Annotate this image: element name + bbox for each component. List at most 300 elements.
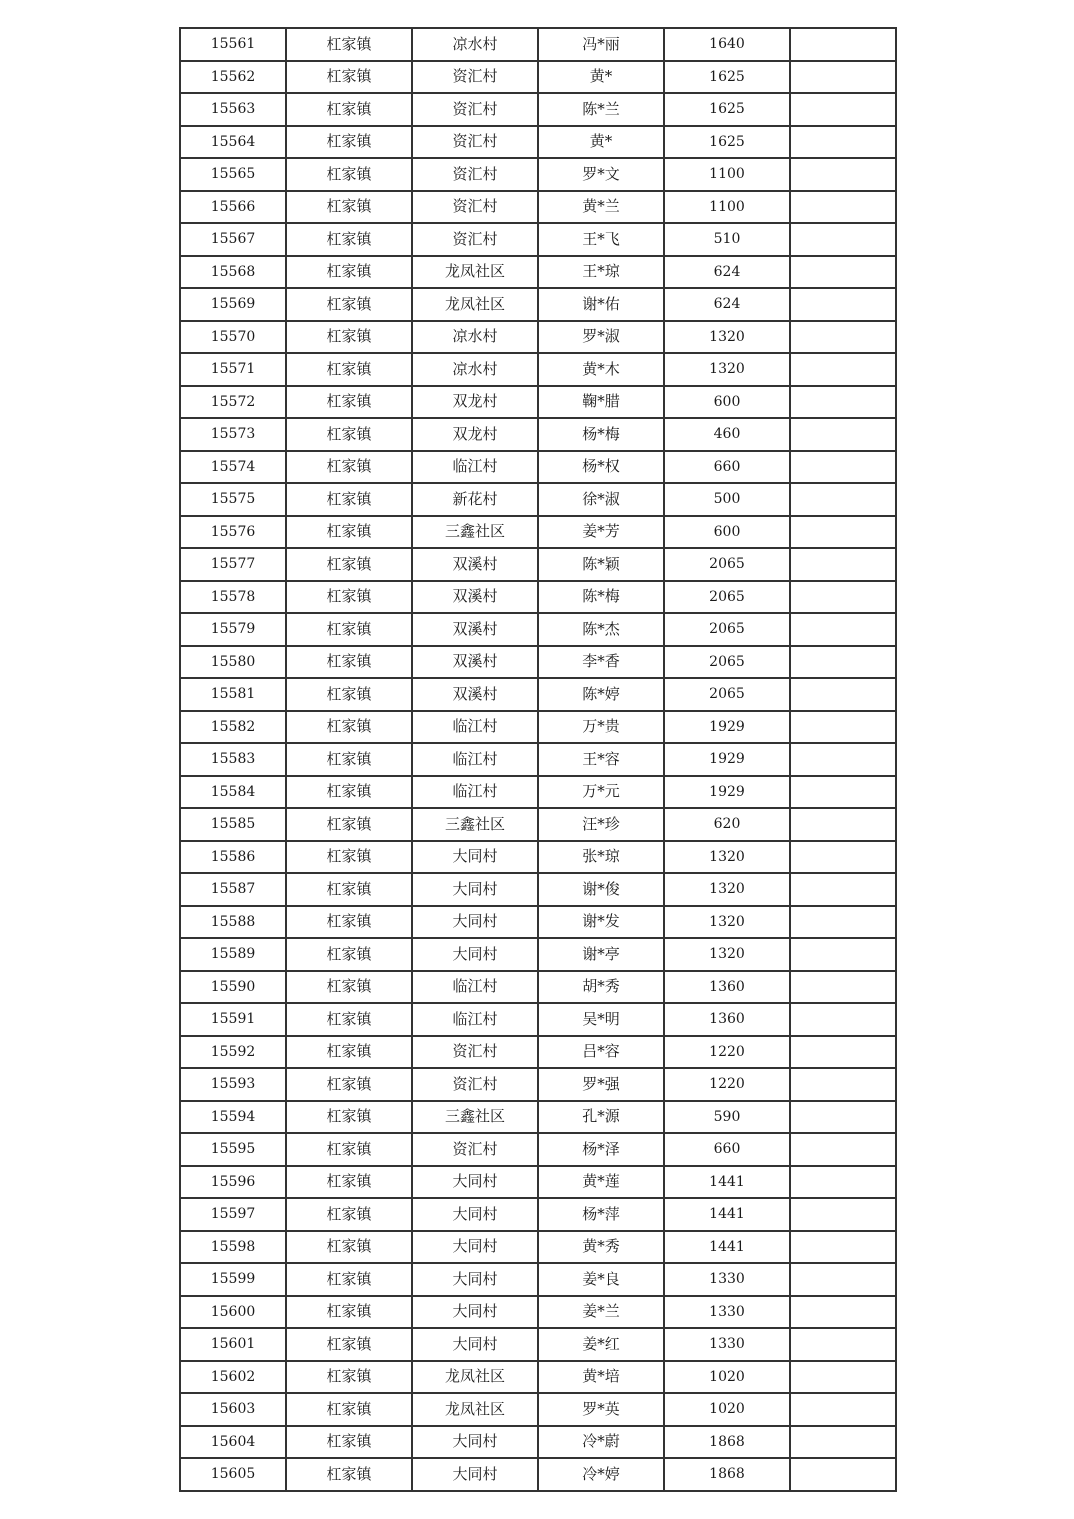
cell-amount: 660 [664,451,790,484]
cell-name: 万*贵 [538,711,664,744]
cell-note [790,1328,896,1361]
cell-amount: 1320 [664,353,790,386]
cell-amount: 660 [664,1133,790,1166]
cell-village: 大同村 [412,841,538,874]
cell-note [790,451,896,484]
cell-amount: 1320 [664,873,790,906]
cell-town: 杠家镇 [286,1393,412,1426]
cell-id: 15597 [180,1198,286,1231]
table-row [180,28,896,61]
table-row [180,288,896,321]
cell-amount: 2065 [664,548,790,581]
cell-village: 三鑫社区 [412,808,538,841]
cell-village: 双溪村 [412,646,538,679]
cell-town: 杠家镇 [286,808,412,841]
cell-id: 15605 [180,1458,286,1491]
cell-note [790,1003,896,1036]
cell-village: 临江村 [412,971,538,1004]
data-table [179,27,897,1492]
cell-village: 双溪村 [412,678,538,711]
cell-note [790,158,896,191]
cell-note [790,971,896,1004]
cell-id: 15576 [180,516,286,549]
cell-town: 杠家镇 [286,841,412,874]
cell-id: 15568 [180,256,286,289]
cell-name: 黄*秀 [538,1231,664,1264]
cell-town: 杠家镇 [286,1361,412,1394]
cell-amount: 1330 [664,1263,790,1296]
cell-note [790,61,896,94]
cell-village: 大同村 [412,938,538,971]
cell-village: 大同村 [412,1458,538,1491]
cell-amount: 500 [664,483,790,516]
table-row [180,1166,896,1199]
cell-name: 罗*强 [538,1068,664,1101]
cell-village: 双溪村 [412,613,538,646]
cell-name: 徐*淑 [538,483,664,516]
cell-note [790,353,896,386]
cell-note [790,191,896,224]
cell-note [790,938,896,971]
table-row [180,451,896,484]
cell-name: 李*香 [538,646,664,679]
cell-id: 15592 [180,1036,286,1069]
cell-amount: 1929 [664,776,790,809]
table-row [180,906,896,939]
cell-town: 杠家镇 [286,1328,412,1361]
cell-name: 罗*英 [538,1393,664,1426]
cell-amount: 1441 [664,1166,790,1199]
cell-id: 15600 [180,1296,286,1329]
cell-id: 15580 [180,646,286,679]
table-row [180,61,896,94]
cell-id: 15596 [180,1166,286,1199]
cell-village: 龙凤社区 [412,1361,538,1394]
cell-id: 15601 [180,1328,286,1361]
cell-town: 杠家镇 [286,711,412,744]
cell-town: 杠家镇 [286,158,412,191]
cell-note [790,28,896,61]
cell-amount: 460 [664,418,790,451]
cell-note [790,386,896,419]
cell-town: 杠家镇 [286,906,412,939]
cell-id: 15569 [180,288,286,321]
cell-note [790,646,896,679]
cell-id: 15583 [180,743,286,776]
cell-town: 杠家镇 [286,1101,412,1134]
cell-note [790,808,896,841]
cell-id: 15565 [180,158,286,191]
cell-village: 资汇村 [412,1133,538,1166]
cell-village: 新花村 [412,483,538,516]
table-row [180,1198,896,1231]
cell-id: 15577 [180,548,286,581]
cell-town: 杠家镇 [286,223,412,256]
cell-village: 资汇村 [412,126,538,159]
cell-amount: 1929 [664,743,790,776]
cell-village: 三鑫社区 [412,516,538,549]
cell-town: 杠家镇 [286,126,412,159]
cell-name: 陈*杰 [538,613,664,646]
cell-town: 杠家镇 [286,548,412,581]
table-row [180,808,896,841]
cell-name: 黄*莲 [538,1166,664,1199]
cell-village: 临江村 [412,776,538,809]
cell-amount: 1100 [664,191,790,224]
cell-name: 姜*良 [538,1263,664,1296]
cell-note [790,1166,896,1199]
cell-village: 凉水村 [412,353,538,386]
cell-town: 杠家镇 [286,873,412,906]
cell-village: 龙凤社区 [412,256,538,289]
cell-name: 冷*婷 [538,1458,664,1491]
cell-town: 杠家镇 [286,1003,412,1036]
cell-amount: 1330 [664,1296,790,1329]
cell-name: 胡*秀 [538,971,664,1004]
table-row [180,1458,896,1491]
cell-amount: 620 [664,808,790,841]
cell-id: 15582 [180,711,286,744]
cell-name: 孔*源 [538,1101,664,1134]
cell-note [790,776,896,809]
cell-amount: 1320 [664,938,790,971]
cell-village: 大同村 [412,1328,538,1361]
cell-town: 杠家镇 [286,971,412,1004]
cell-note [790,256,896,289]
table-row [180,256,896,289]
cell-amount: 1360 [664,971,790,1004]
cell-town: 杠家镇 [286,353,412,386]
cell-name: 王*琼 [538,256,664,289]
cell-amount: 590 [664,1101,790,1134]
cell-village: 临江村 [412,711,538,744]
cell-town: 杠家镇 [286,1133,412,1166]
cell-name: 黄* [538,61,664,94]
cell-village: 资汇村 [412,158,538,191]
cell-town: 杠家镇 [286,1231,412,1264]
cell-name: 冯*丽 [538,28,664,61]
cell-note [790,1263,896,1296]
cell-amount: 1625 [664,61,790,94]
cell-village: 资汇村 [412,191,538,224]
cell-id: 15585 [180,808,286,841]
cell-note [790,873,896,906]
cell-note [790,223,896,256]
cell-name: 黄*木 [538,353,664,386]
cell-name: 杨*权 [538,451,664,484]
table-row [180,1003,896,1036]
table-row [180,191,896,224]
cell-note [790,1458,896,1491]
cell-village: 大同村 [412,1231,538,1264]
cell-id: 15563 [180,93,286,126]
cell-village: 龙凤社区 [412,288,538,321]
cell-village: 龙凤社区 [412,1393,538,1426]
cell-name: 黄*兰 [538,191,664,224]
cell-id: 15566 [180,191,286,224]
cell-name: 罗*淑 [538,321,664,354]
cell-name: 吕*容 [538,1036,664,1069]
cell-amount: 2065 [664,613,790,646]
cell-village: 凉水村 [412,28,538,61]
cell-name: 杨*泽 [538,1133,664,1166]
cell-village: 资汇村 [412,1036,538,1069]
cell-town: 杠家镇 [286,1426,412,1459]
cell-name: 万*元 [538,776,664,809]
cell-town: 杠家镇 [286,321,412,354]
cell-amount: 600 [664,386,790,419]
cell-note [790,1101,896,1134]
cell-id: 15574 [180,451,286,484]
table-row [180,483,896,516]
cell-town: 杠家镇 [286,613,412,646]
cell-name: 姜*兰 [538,1296,664,1329]
table-row [180,1263,896,1296]
cell-amount: 600 [664,516,790,549]
cell-id: 15572 [180,386,286,419]
table-row [180,1036,896,1069]
cell-id: 15603 [180,1393,286,1426]
cell-name: 鞠*腊 [538,386,664,419]
cell-note [790,906,896,939]
table-row [180,386,896,419]
cell-name: 罗*文 [538,158,664,191]
cell-id: 15586 [180,841,286,874]
cell-town: 杠家镇 [286,581,412,614]
cell-name: 姜*红 [538,1328,664,1361]
cell-village: 双龙村 [412,386,538,419]
cell-id: 15562 [180,61,286,94]
cell-amount: 1625 [664,126,790,159]
cell-village: 临江村 [412,743,538,776]
cell-name: 王*容 [538,743,664,776]
cell-town: 杠家镇 [286,1166,412,1199]
cell-name: 王*飞 [538,223,664,256]
cell-name: 陈*颖 [538,548,664,581]
cell-amount: 1320 [664,906,790,939]
table-row [180,873,896,906]
cell-village: 大同村 [412,1426,538,1459]
table-row [180,711,896,744]
cell-id: 15594 [180,1101,286,1134]
cell-id: 15567 [180,223,286,256]
cell-amount: 510 [664,223,790,256]
cell-id: 15587 [180,873,286,906]
cell-name: 谢*佑 [538,288,664,321]
cell-town: 杠家镇 [286,938,412,971]
cell-name: 汪*珍 [538,808,664,841]
cell-note [790,841,896,874]
cell-village: 临江村 [412,1003,538,1036]
cell-note [790,743,896,776]
cell-note [790,1133,896,1166]
cell-amount: 1929 [664,711,790,744]
cell-name: 冷*蔚 [538,1426,664,1459]
cell-name: 谢*俊 [538,873,664,906]
cell-village: 临江村 [412,451,538,484]
cell-amount: 1868 [664,1426,790,1459]
cell-id: 15595 [180,1133,286,1166]
cell-village: 大同村 [412,873,538,906]
cell-town: 杠家镇 [286,386,412,419]
cell-name: 姜*芳 [538,516,664,549]
cell-town: 杠家镇 [286,516,412,549]
cell-id: 15579 [180,613,286,646]
cell-note [790,1393,896,1426]
cell-note [790,1198,896,1231]
cell-village: 双龙村 [412,418,538,451]
cell-amount: 1020 [664,1393,790,1426]
cell-note [790,93,896,126]
cell-note [790,418,896,451]
cell-note [790,126,896,159]
table-row [180,321,896,354]
cell-town: 杠家镇 [286,1068,412,1101]
cell-id: 15588 [180,906,286,939]
table-row [180,126,896,159]
table-row [180,516,896,549]
cell-town: 杠家镇 [286,1296,412,1329]
cell-amount: 2065 [664,581,790,614]
cell-amount: 1441 [664,1231,790,1264]
cell-id: 15575 [180,483,286,516]
cell-name: 黄*培 [538,1361,664,1394]
document-page [179,27,895,1492]
table-row [180,548,896,581]
cell-amount: 1360 [664,1003,790,1036]
cell-id: 15573 [180,418,286,451]
table-row [180,223,896,256]
cell-id: 15599 [180,1263,286,1296]
cell-village: 大同村 [412,1166,538,1199]
cell-amount: 1640 [664,28,790,61]
cell-note [790,321,896,354]
cell-id: 15589 [180,938,286,971]
cell-note [790,548,896,581]
table-row [180,971,896,1004]
cell-town: 杠家镇 [286,483,412,516]
table-row [180,418,896,451]
cell-town: 杠家镇 [286,646,412,679]
cell-amount: 624 [664,256,790,289]
table-row [180,1231,896,1264]
table-row [180,1426,896,1459]
cell-note [790,581,896,614]
cell-village: 资汇村 [412,223,538,256]
cell-note [790,1068,896,1101]
table-row [180,1296,896,1329]
cell-town: 杠家镇 [286,1263,412,1296]
cell-town: 杠家镇 [286,1198,412,1231]
cell-amount: 1330 [664,1328,790,1361]
table-row [180,158,896,191]
cell-town: 杠家镇 [286,191,412,224]
cell-note [790,1231,896,1264]
cell-amount: 1220 [664,1068,790,1101]
cell-village: 凉水村 [412,321,538,354]
table-row [180,841,896,874]
cell-town: 杠家镇 [286,93,412,126]
cell-id: 15578 [180,581,286,614]
cell-town: 杠家镇 [286,451,412,484]
cell-id: 15604 [180,1426,286,1459]
cell-note [790,483,896,516]
cell-town: 杠家镇 [286,418,412,451]
cell-village: 大同村 [412,906,538,939]
cell-id: 15570 [180,321,286,354]
cell-note [790,288,896,321]
table-row [180,1068,896,1101]
table-row [180,1328,896,1361]
cell-town: 杠家镇 [286,743,412,776]
cell-name: 张*琼 [538,841,664,874]
cell-note [790,1426,896,1459]
table-row [180,646,896,679]
cell-id: 15584 [180,776,286,809]
cell-id: 15602 [180,1361,286,1394]
cell-village: 双溪村 [412,581,538,614]
cell-name: 陈*婷 [538,678,664,711]
cell-note [790,711,896,744]
table-row [180,93,896,126]
cell-name: 杨*梅 [538,418,664,451]
cell-amount: 1625 [664,93,790,126]
cell-village: 资汇村 [412,61,538,94]
table-row [180,1361,896,1394]
cell-amount: 2065 [664,678,790,711]
cell-amount: 624 [664,288,790,321]
cell-town: 杠家镇 [286,1458,412,1491]
cell-amount: 1320 [664,841,790,874]
cell-name: 黄* [538,126,664,159]
cell-id: 15593 [180,1068,286,1101]
cell-name: 陈*梅 [538,581,664,614]
cell-amount: 1100 [664,158,790,191]
cell-note [790,1036,896,1069]
table-row [180,1133,896,1166]
cell-id: 15581 [180,678,286,711]
table-row [180,938,896,971]
cell-town: 杠家镇 [286,256,412,289]
cell-amount: 1320 [664,321,790,354]
cell-note [790,678,896,711]
cell-village: 大同村 [412,1198,538,1231]
table-body [180,28,896,1491]
cell-village: 资汇村 [412,1068,538,1101]
table-row [180,353,896,386]
cell-id: 15598 [180,1231,286,1264]
table-row [180,613,896,646]
table-row [180,678,896,711]
cell-note [790,1361,896,1394]
cell-village: 双溪村 [412,548,538,581]
cell-village: 大同村 [412,1296,538,1329]
cell-amount: 1220 [664,1036,790,1069]
cell-name: 杨*萍 [538,1198,664,1231]
cell-town: 杠家镇 [286,1036,412,1069]
cell-name: 吴*明 [538,1003,664,1036]
table-row [180,1101,896,1134]
cell-name: 陈*兰 [538,93,664,126]
cell-amount: 1020 [664,1361,790,1394]
cell-name: 谢*亭 [538,938,664,971]
table-row [180,743,896,776]
cell-town: 杠家镇 [286,678,412,711]
cell-id: 15564 [180,126,286,159]
cell-amount: 1441 [664,1198,790,1231]
table-row [180,776,896,809]
cell-town: 杠家镇 [286,776,412,809]
